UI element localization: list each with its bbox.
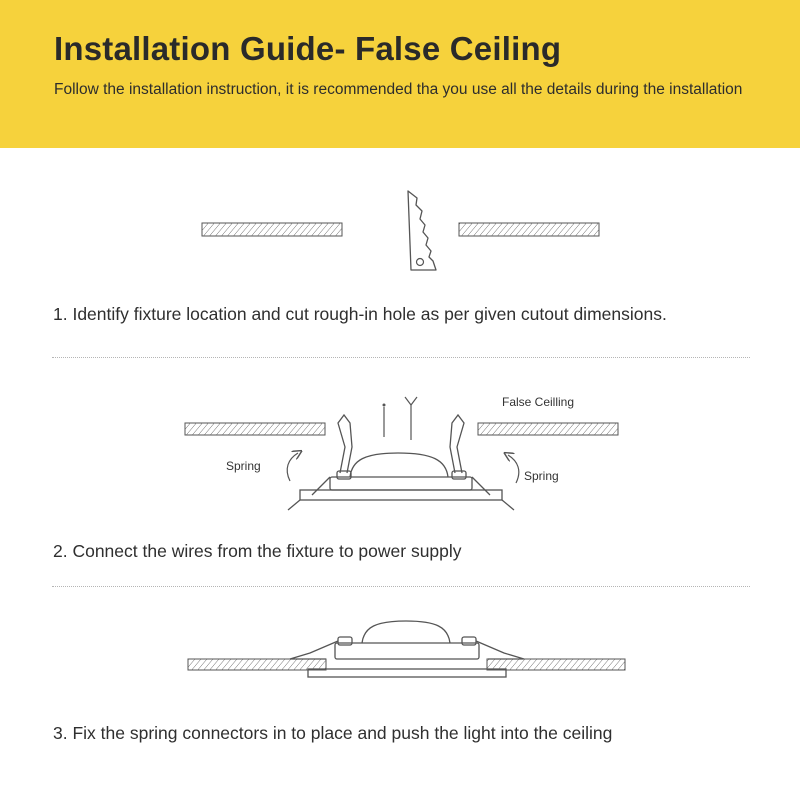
spring-clip-left: [338, 415, 352, 473]
step-1-text: 1. Identify fixture location and cut rough-in hole as per given cutout dimensions.: [53, 304, 667, 324]
arrow-left-icon: [287, 453, 298, 481]
step-3-text: 3. Fix the spring connectors in to place and push the light into the ceiling: [53, 723, 613, 743]
divider-2: [52, 586, 750, 587]
false-ceiling-label: False Ceilling: [502, 395, 575, 409]
ceiling-panel-left: [202, 223, 342, 236]
step3-diagram: [0, 605, 800, 695]
arrow-right-icon: [508, 455, 519, 483]
divider-1: [52, 357, 750, 358]
ceiling-panel-left: [185, 423, 325, 435]
saw-icon: [408, 191, 436, 270]
installed-light-fixture: [290, 621, 524, 677]
page-title: Installation Guide- False Ceiling: [54, 30, 562, 67]
ceiling-panel-right: [487, 659, 625, 670]
step-2-text: 2. Connect the wires from the fixture to power supply: [53, 541, 462, 561]
header-banner: [0, 0, 800, 148]
light-fixture: [288, 453, 514, 510]
wires-icon: [383, 397, 418, 440]
step1-diagram: [0, 185, 800, 285]
ceiling-panel-right: [459, 223, 599, 236]
ceiling-panel-right: [478, 423, 618, 435]
step2-diagram: [0, 385, 800, 525]
page-subtitle: Follow the installation instruction, it is recommended tha you use all the details during the installation: [54, 81, 743, 98]
spring-clip-right: [450, 415, 464, 473]
spring-label-right: Spring: [524, 469, 559, 483]
ceiling-panel-left: [188, 659, 326, 670]
spring-label-left: Spring: [226, 459, 261, 473]
